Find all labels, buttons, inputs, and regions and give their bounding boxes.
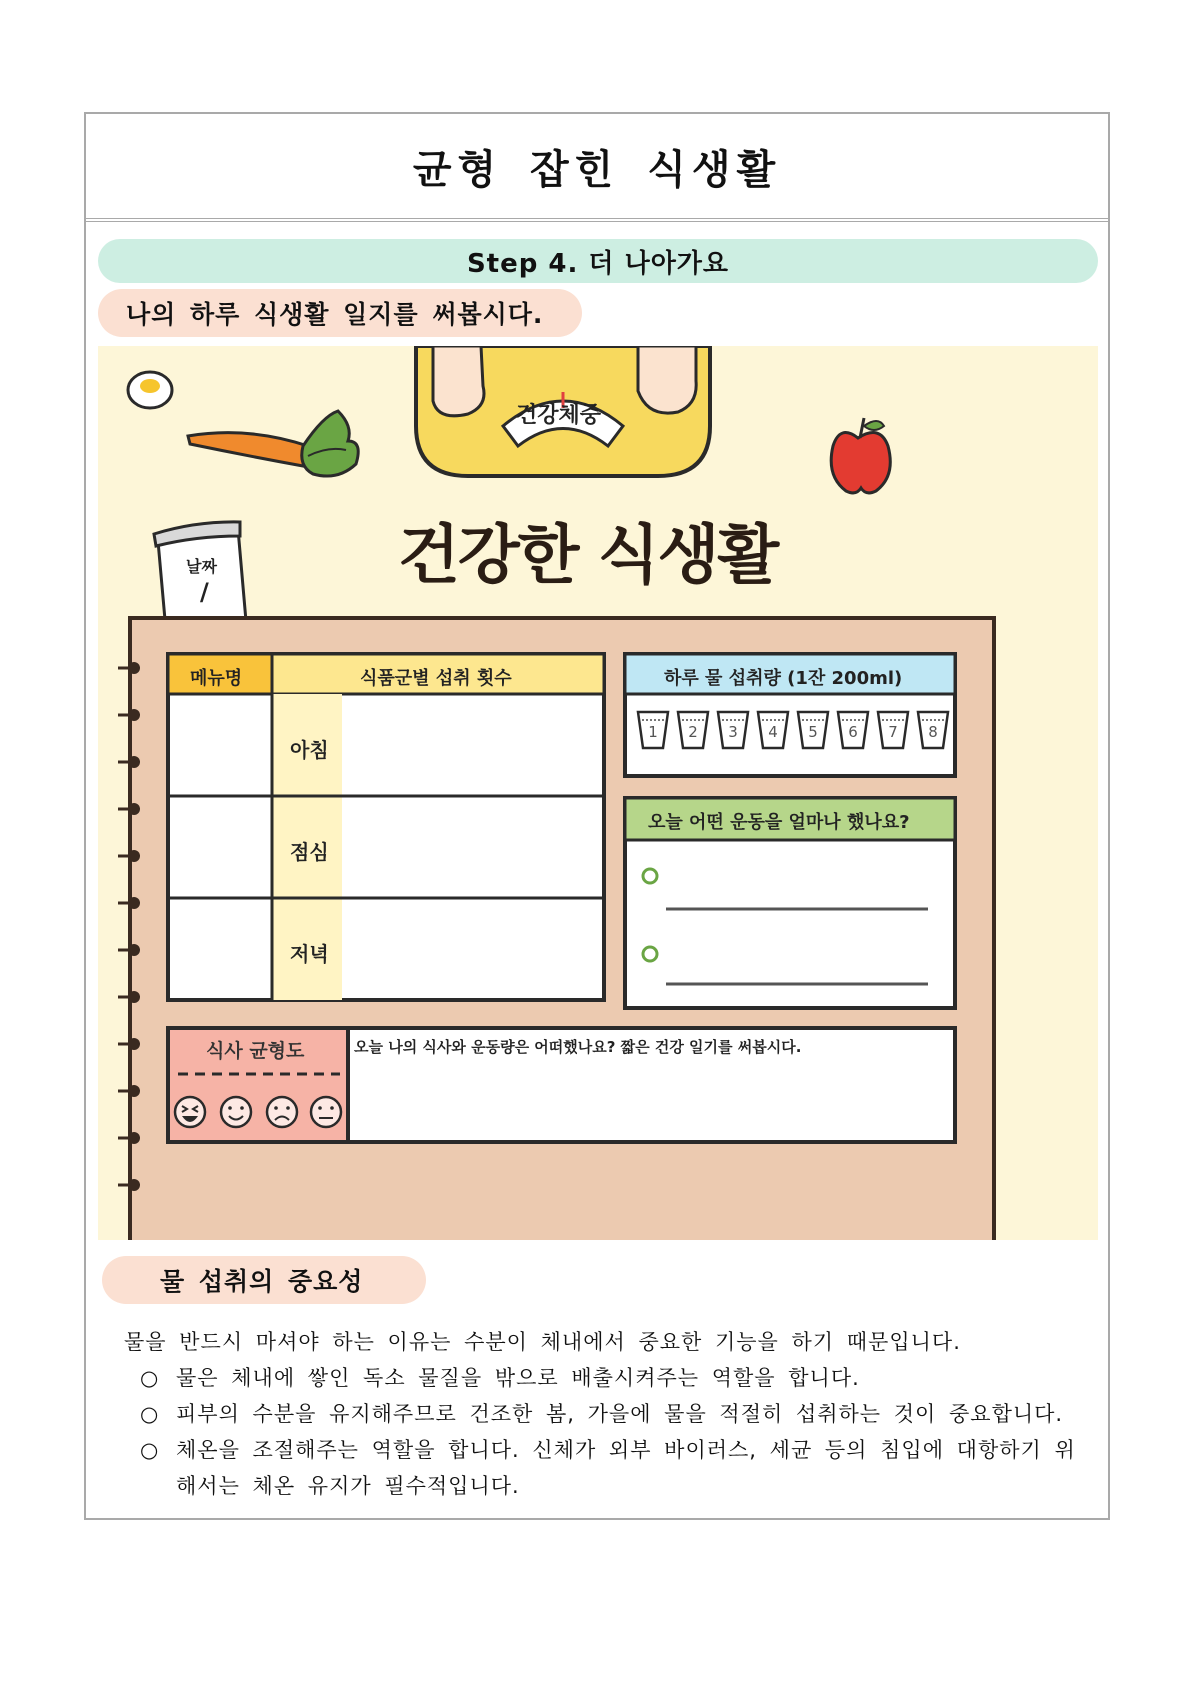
bullet-circle-icon: ○: [140, 1402, 160, 1426]
cup-number: 4: [768, 723, 778, 741]
cup-number: 5: [808, 723, 818, 741]
bullet-item: [124, 1396, 1084, 1432]
cup-number: 3: [728, 723, 738, 741]
page-title: 균형 잡힌 식생활: [412, 146, 782, 193]
cup-number: 8: [928, 723, 938, 741]
section-heading-diary: 나의 하루 식생활 일지를 써봅시다.: [98, 289, 582, 337]
scale-label: 건강체중: [516, 403, 602, 428]
cup-number: 7: [888, 723, 898, 741]
meal-lunch: 점심: [290, 840, 329, 864]
carrot-icon: [188, 411, 358, 476]
healthy-diet-illustration: [98, 346, 1098, 1240]
section-heading-water: 물 섭취의 중요성: [102, 1256, 426, 1304]
intro-paragraph: 물을 반드시 마셔야 하는 이유는 수분이 체내에서 중요한 기능을 하기 때문입니다.: [124, 1330, 961, 1354]
cup-number: 6: [848, 723, 858, 741]
cup-number: 2: [688, 723, 698, 741]
balance-header: 식사 균형도: [206, 1040, 305, 1062]
diary-prompt: 오늘 나의 식사와 운동량은 어떠했나요? 짧은 건강 일기를 써봅시다.: [354, 1038, 802, 1056]
neutral-face-icon: [311, 1097, 341, 1127]
bullet-text: 물은 체내에 쌓인 독소 물질을 밖으로 배출시켜주는 역할을 합니다.: [176, 1366, 860, 1390]
egg-icon: [128, 372, 172, 408]
calendar-slash: /: [200, 578, 209, 606]
water-header: 하루 물 섭취량 (1잔 200ml): [664, 668, 903, 689]
bullet-text: 피부의 수분을 유지해주므로 건조한 봄, 가을에 물을 적절히 섭취하는 것이 중요합니다.: [176, 1402, 1064, 1426]
bullet-item: [124, 1432, 1084, 1504]
illustration-drawing: [98, 346, 1098, 1240]
bullet-text: 체온을 조절해주는 역할을 합니다. 신체가 외부 바이러스, 세균 등의 침입에 대항하기 위해서는 체온 유지가 필수적입니다.: [176, 1438, 1076, 1498]
calendar-label: 날짜: [186, 557, 217, 576]
exercise-header: 오늘 어떤 운동을 얼마나 했나요?: [648, 812, 910, 833]
menu-header: 메뉴명: [190, 668, 243, 689]
title-box: [86, 114, 1108, 222]
bullet-circle-icon: ○: [140, 1366, 160, 1390]
step-banner: Step 4. 더 나아가요: [98, 239, 1098, 283]
bullet-circle-icon: ○: [140, 1438, 160, 1462]
worksheet-frame: [84, 112, 1110, 1520]
water-importance-text: [124, 1324, 1084, 1504]
illustration-headline: 건강한 식생활: [398, 519, 778, 593]
food-header: 식품군별 섭취 횟수: [360, 668, 512, 689]
sad-face-icon: [267, 1097, 297, 1127]
laughing-face-icon: [175, 1097, 205, 1127]
cup-number: 1: [648, 723, 658, 741]
bullet-item: [124, 1360, 1084, 1396]
meal-dinner: 저녁: [290, 942, 329, 966]
apple-icon: [831, 418, 890, 493]
meal-breakfast: 아침: [290, 738, 329, 762]
smile-face-icon: [221, 1097, 251, 1127]
